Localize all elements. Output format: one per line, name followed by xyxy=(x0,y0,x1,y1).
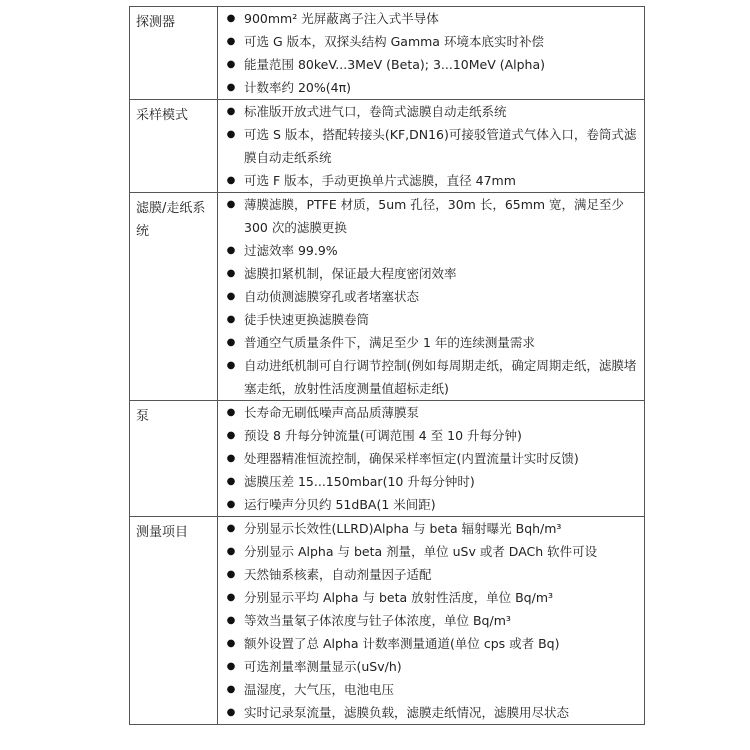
row-items xyxy=(218,193,645,401)
item-text: 预设 8 升每分钟流量(可调范围 4 至 10 升每分钟) xyxy=(244,428,522,443)
list-item xyxy=(218,53,640,76)
row-items xyxy=(218,401,645,517)
list-item xyxy=(218,401,640,424)
row-label: 滤膜/走纸系统 xyxy=(130,193,218,401)
list-item xyxy=(218,30,640,53)
bullet-icon: ● xyxy=(226,499,236,510)
row-items xyxy=(218,7,645,100)
bullet-icon: ● xyxy=(226,106,236,117)
list-item xyxy=(218,470,640,493)
bullet-icon: ● xyxy=(226,476,236,487)
bullet-icon: ● xyxy=(226,360,236,371)
item-text: 自动进纸机制可自行调节控制(例如每周期走纸，确定周期走纸，滤膜堵塞走纸，放射性活度测量值超标走纸) xyxy=(244,358,637,396)
list-item xyxy=(218,285,640,308)
bullet-icon: ● xyxy=(226,615,236,626)
list-item xyxy=(218,447,640,470)
bullet-icon: ● xyxy=(226,175,236,186)
item-text: 计数率约 20%(4π) xyxy=(244,80,351,95)
list-item xyxy=(218,331,640,354)
item-text: 能量范围 80keV...3MeV (Beta); 3...10MeV (Alpha) xyxy=(244,57,546,72)
bullet-icon: ● xyxy=(226,430,236,441)
list-item xyxy=(218,632,640,655)
list-item xyxy=(218,100,640,123)
list-item xyxy=(218,655,640,678)
bullet-icon: ● xyxy=(226,684,236,695)
list-item xyxy=(218,678,640,701)
list-item xyxy=(218,262,640,285)
spec-row-sampling-mode xyxy=(130,100,645,193)
bullet-icon: ● xyxy=(226,569,236,580)
bullet-icon: ● xyxy=(226,661,236,672)
bullet-icon: ● xyxy=(226,546,236,557)
list-item xyxy=(218,239,640,262)
bullet-icon: ● xyxy=(226,453,236,464)
spec-row-detector xyxy=(130,7,645,100)
bullet-icon: ● xyxy=(226,337,236,348)
list-item xyxy=(218,354,640,400)
bullet-icon: ● xyxy=(226,245,236,256)
row-label: 泵 xyxy=(130,401,218,517)
bullet-icon: ● xyxy=(226,13,236,24)
bullet-icon: ● xyxy=(226,268,236,279)
item-text: 分别显示平均 Alpha 与 beta 放射性活度，单位 Bq/m³ xyxy=(244,590,554,605)
list-item xyxy=(218,586,640,609)
list-item xyxy=(218,424,640,447)
bullet-icon: ● xyxy=(226,82,236,93)
bullet-icon: ● xyxy=(226,129,236,140)
bullet-icon: ● xyxy=(226,199,236,210)
list-item xyxy=(218,308,640,331)
item-text: 长寿命无刷低噪声高品质薄膜泵 xyxy=(244,405,420,420)
item-text: 标准版开放式进气口，卷筒式滤膜自动走纸系统 xyxy=(244,104,507,119)
item-text: 处理器精准恒流控制，确保采样率恒定(内置流量计实时反馈) xyxy=(244,451,579,466)
item-text: 普通空气质量条件下，满足至少 1 年的连续测量需求 xyxy=(244,335,535,350)
list-item xyxy=(218,169,640,192)
item-text: 滤膜压差 15...150mbar(10 升每分钟时) xyxy=(244,474,475,489)
item-text: 900mm² 光屏蔽离子注入式半导体 xyxy=(244,11,439,26)
row-label: 探测器 xyxy=(130,7,218,100)
item-text: 滤膜扣紧机制，保证最大程度密闭效率 xyxy=(244,266,457,281)
item-text: 可选 G 版本，双探头结构 Gamma 环境本底实时补偿 xyxy=(244,34,544,49)
item-text: 自动侦测滤膜穿孔或者堵塞状态 xyxy=(244,289,420,304)
list-item xyxy=(218,493,640,516)
spec-row-filter-system xyxy=(130,193,645,401)
spec-table xyxy=(129,6,645,725)
list-item xyxy=(218,609,640,632)
list-item xyxy=(218,540,640,563)
row-label: 采样模式 xyxy=(130,100,218,193)
item-text: 可选 F 版本，手动更换单片式滤膜，直径 47mm xyxy=(244,173,516,188)
item-text: 额外设置了总 Alpha 计数率测量通道(单位 cps 或者 Bq) xyxy=(244,636,560,651)
item-text: 过滤效率 99.9% xyxy=(244,243,338,258)
list-item xyxy=(218,517,640,540)
item-text: 徒手快速更换滤膜卷筒 xyxy=(244,312,370,327)
list-item xyxy=(218,123,640,169)
row-items xyxy=(218,517,645,725)
item-text: 等效当量氡子体浓度与钍子体浓度，单位 Bq/m³ xyxy=(244,613,511,628)
bullet-icon: ● xyxy=(226,523,236,534)
spec-row-pump xyxy=(130,401,645,517)
bullet-icon: ● xyxy=(226,59,236,70)
spec-row-measurement-items xyxy=(130,517,645,725)
bullet-icon: ● xyxy=(226,592,236,603)
bullet-icon: ● xyxy=(226,291,236,302)
bullet-icon: ● xyxy=(226,407,236,418)
spec-table-body xyxy=(130,7,645,725)
bullet-icon: ● xyxy=(226,707,236,718)
list-item xyxy=(218,7,640,30)
bullet-icon: ● xyxy=(226,314,236,325)
item-text: 可选剂量率测量显示(uSv/h) xyxy=(244,659,402,674)
item-text: 分别显示 Alpha 与 beta 剂量，单位 uSv 或者 DACh 软件可设 xyxy=(244,544,598,559)
bullet-icon: ● xyxy=(226,36,236,47)
list-item xyxy=(218,193,640,239)
item-text: 实时记录泵流量，滤膜负载，滤膜走纸情况，滤膜用尽状态 xyxy=(244,705,570,720)
item-text: 天然铀系核素，自动剂量因子适配 xyxy=(244,567,432,582)
list-item xyxy=(218,701,640,724)
row-items xyxy=(218,100,645,193)
item-text: 分别显示长效性(LLRD)Alpha 与 beta 辐射曝光 Bqh/m³ xyxy=(244,521,562,536)
item-text: 可选 S 版本，搭配转接头(KF,DN16)可接驳管道式气体入口，卷筒式滤膜自动走纸系统 xyxy=(244,127,637,165)
item-text: 运行噪声分贝约 51dBA(1 米间距) xyxy=(244,497,436,512)
row-label: 测量项目 xyxy=(130,517,218,725)
bullet-icon: ● xyxy=(226,638,236,649)
list-item xyxy=(218,76,640,99)
list-item xyxy=(218,563,640,586)
item-text: 温湿度，大气压，电池电压 xyxy=(244,682,395,697)
item-text: 薄膜滤膜，PTFE 材质，5um 孔径，30m 长，65mm 宽，满足至少 300 次的滤膜更换 xyxy=(244,197,625,235)
